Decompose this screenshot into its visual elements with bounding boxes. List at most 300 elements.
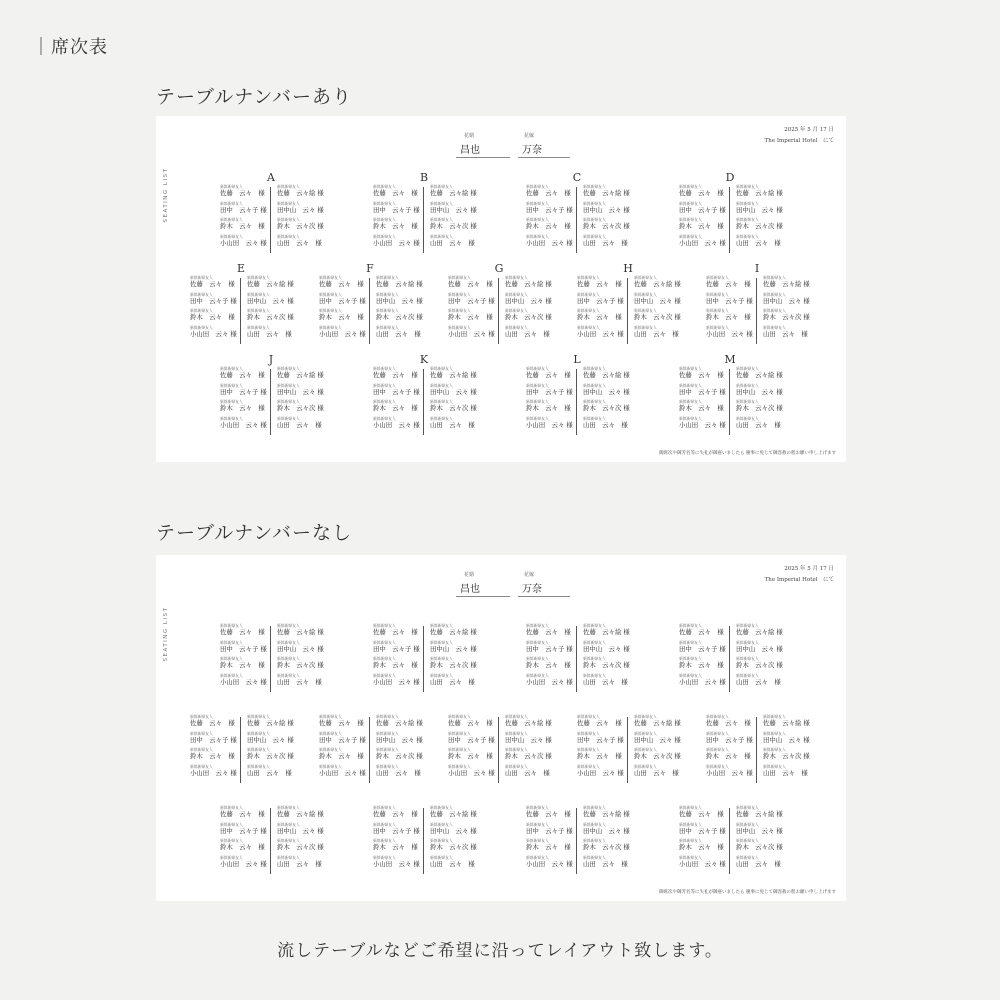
guest-title: 新郎新婦友人	[373, 415, 396, 421]
guest-seat	[319, 275, 373, 292]
guest-seat	[505, 764, 559, 781]
guest-table	[373, 623, 483, 693]
guest-name: 田中山 云々 様	[634, 296, 681, 305]
guest-seat	[190, 292, 244, 309]
guest-title: 新郎新婦友人	[526, 838, 549, 843]
left-seat-column	[220, 366, 274, 432]
guest-name: 山田 云々 様	[583, 238, 628, 247]
guest-title: 新郎新婦友人	[376, 324, 399, 330]
guest-title: 新郎新婦友人	[583, 656, 606, 661]
guest-seat	[679, 217, 733, 234]
guest-seat	[430, 838, 484, 855]
guest-seat	[634, 292, 688, 309]
guest-title: 新郎新婦友人	[763, 308, 786, 313]
bride-role: 花嫁	[524, 572, 535, 578]
guest-name: 山田 云々 様	[763, 329, 808, 338]
guest-seat	[277, 623, 331, 640]
guest-seat	[736, 234, 790, 251]
guest-name: 佐藤 云々 様	[526, 628, 571, 636]
guest-seat	[526, 822, 580, 839]
guest-title: 新郎新婦友人	[277, 672, 300, 678]
guest-seat	[319, 714, 373, 731]
guest-seat	[376, 275, 430, 292]
guest-seat	[277, 673, 331, 690]
guest-title: 新郎新婦友人	[376, 308, 399, 313]
guest-title: 新郎新婦友人	[583, 821, 606, 827]
guest-title: 新郎新婦友人	[430, 821, 453, 827]
guest-title: 新郎新婦友人	[430, 382, 453, 388]
guest-name: 鈴木 云々 様	[577, 752, 622, 760]
guest-name: 小山田 云々 様	[679, 677, 726, 686]
guest-title: 新郎新婦友人	[373, 623, 396, 628]
guest-name: 山田 云々 様	[430, 677, 475, 686]
section-title-without-numbers: テーブルナンバーなし	[156, 522, 353, 544]
guest-seat	[505, 325, 559, 342]
guest-title: 新郎新婦友人	[220, 623, 243, 628]
guest-name: 佐藤 云々絵 様	[763, 280, 810, 288]
guest-title: 新郎新婦友人	[319, 763, 342, 769]
guest-title: 新郎新婦友人	[220, 639, 243, 645]
guest-title: 新郎新婦友人	[430, 233, 453, 239]
guest-name: 佐藤 云々絵 様	[736, 371, 783, 379]
guest-title: 新郎新婦友人	[220, 672, 243, 678]
guest-name: 鈴木 云々次 様	[736, 661, 783, 669]
guest-seat	[736, 855, 790, 872]
guest-name: 佐藤 云々 様	[577, 280, 622, 288]
guest-name: 佐藤 云々 様	[706, 719, 751, 727]
guest-title: 新郎新婦友人	[634, 730, 657, 736]
guest-seat	[505, 308, 559, 325]
guest-seat	[505, 292, 559, 309]
guest-name: 田中山 云々 様	[736, 387, 783, 396]
guest-name: 山田 云々 様	[583, 859, 628, 868]
guest-name: 田中山 云々 様	[583, 644, 630, 653]
guest-seat	[526, 184, 580, 201]
guest-name: 佐藤 云々 様	[220, 810, 265, 818]
guest-table	[679, 171, 789, 254]
guest-name: 鈴木 云々次 様	[583, 661, 630, 669]
guest-name: 佐藤 云々 様	[319, 719, 364, 727]
guest-title: 新郎新婦友人	[220, 366, 243, 371]
guest-title: 新郎新婦友人	[526, 366, 549, 371]
guest-title: 新郎新婦友人	[373, 838, 396, 843]
guest-seat	[526, 383, 580, 400]
left-seat-column	[679, 184, 733, 250]
guest-name: 田中山 云々 様	[277, 644, 324, 653]
guest-name: 小山田 云々 様	[526, 420, 573, 429]
guest-title: 新郎新婦友人	[277, 656, 300, 661]
guest-name: 山田 云々 様	[277, 420, 322, 429]
guest-name: 佐藤 云々 様	[679, 371, 724, 379]
guest-title: 新郎新婦友人	[679, 805, 702, 810]
guest-title: 新郎新婦友人	[220, 200, 243, 206]
guest-name: 田中山 云々 様	[763, 735, 810, 744]
guest-title: 新郎新婦友人	[583, 200, 606, 206]
guest-seat	[373, 656, 427, 673]
guest-name: 鈴木 云々 様	[220, 222, 265, 230]
guest-title: 新郎新婦友人	[736, 382, 759, 388]
guest-title: 新郎新婦友人	[577, 324, 600, 330]
guest-name: 田中 云々子 様	[577, 735, 624, 744]
guest-seat	[448, 275, 502, 292]
guest-seat	[430, 416, 484, 433]
guest-name: 鈴木 云々 様	[526, 661, 571, 669]
guest-title: 新郎新婦友人	[763, 291, 786, 297]
guest-name: 小山田 云々 様	[220, 238, 267, 247]
guest-name: 鈴木 云々次 様	[277, 222, 324, 230]
guest-name: 鈴木 云々次 様	[736, 404, 783, 412]
guest-seat	[583, 184, 637, 201]
guest-name: 佐藤 云々絵 様	[505, 719, 552, 727]
guest-title: 新郎新婦友人	[220, 838, 243, 843]
guest-title: 新郎新婦友人	[679, 639, 702, 645]
guest-seat	[763, 747, 817, 764]
guest-title: 新郎新婦友人	[526, 805, 549, 810]
guest-seat	[679, 201, 733, 218]
guest-table	[706, 262, 816, 345]
guest-seat	[277, 201, 331, 218]
guest-title: 新郎新婦友人	[430, 415, 453, 421]
guest-seat	[679, 855, 733, 872]
left-seat-column	[190, 275, 244, 341]
guest-title: 新郎新婦友人	[679, 821, 702, 827]
guest-title: 新郎新婦友人	[736, 366, 759, 371]
guest-title: 新郎新婦友人	[190, 714, 213, 719]
right-seat-column	[583, 623, 637, 689]
guest-seat	[583, 217, 637, 234]
guest-seat	[583, 623, 637, 640]
guest-name: 鈴木 云々 様	[577, 313, 622, 321]
guest-seat	[190, 747, 244, 764]
guest-title: 新郎新婦友人	[373, 639, 396, 645]
guest-seat	[583, 201, 637, 218]
guest-name: 佐藤 云々絵 様	[634, 719, 681, 727]
right-seat-column	[634, 714, 688, 780]
guest-title: 新郎新婦友人	[448, 308, 471, 313]
guest-table	[190, 714, 300, 784]
guest-title: 新郎新婦友人	[706, 747, 729, 752]
guest-name: 小山田 云々 様	[190, 329, 237, 338]
guest-title: 新郎新婦友人	[220, 415, 243, 421]
guest-name: 佐藤 云々絵 様	[583, 189, 630, 197]
guest-seat	[706, 714, 760, 731]
guest-seat	[373, 805, 427, 822]
guest-name: 鈴木 云々 様	[448, 313, 493, 321]
guest-name: 田中 云々子 様	[190, 296, 237, 305]
guest-seat	[220, 822, 274, 839]
guest-seat	[247, 731, 301, 748]
guest-name: 鈴木 云々 様	[373, 222, 418, 230]
guest-name: 田中 云々子 様	[220, 205, 267, 214]
guest-name: 小山田 云々 様	[448, 329, 495, 338]
guest-title: 新郎新婦友人	[763, 324, 786, 330]
right-seat-column	[376, 714, 430, 780]
guest-name: 佐藤 云々 様	[190, 280, 235, 288]
guest-title: 新郎新婦友人	[736, 838, 759, 843]
guest-name: 佐藤 云々絵 様	[583, 628, 630, 636]
guest-seat	[373, 855, 427, 872]
left-seat-column	[526, 184, 580, 250]
guest-title: 新郎新婦友人	[763, 275, 786, 280]
guest-title: 新郎新婦友人	[430, 854, 453, 860]
guest-title: 新郎新婦友人	[376, 763, 399, 769]
guest-seat	[763, 308, 817, 325]
guest-title: 新郎新婦友人	[430, 184, 453, 189]
guest-name: 田中山 云々 様	[376, 735, 423, 744]
guest-title: 新郎新婦友人	[634, 291, 657, 297]
guest-seat	[430, 623, 484, 640]
guest-title: 新郎新婦友人	[373, 854, 396, 860]
guest-name: 鈴木 云々次 様	[634, 752, 681, 760]
guest-title: 新郎新婦友人	[277, 184, 300, 189]
guest-title: 新郎新婦友人	[736, 656, 759, 661]
guest-seat	[220, 656, 274, 673]
guest-seat	[526, 855, 580, 872]
guest-seat	[583, 838, 637, 855]
guest-name: 山田 云々 様	[505, 768, 550, 777]
guest-seat	[430, 805, 484, 822]
guest-seat	[190, 275, 244, 292]
guest-name: 田中 云々子 様	[373, 644, 420, 653]
guest-name: 田中 云々子 様	[448, 735, 495, 744]
guest-seat	[376, 292, 430, 309]
guest-name: 小山田 云々 様	[526, 677, 573, 686]
table-number: I	[754, 262, 760, 275]
guest-title: 新郎新婦友人	[319, 747, 342, 752]
guest-name: 佐藤 云々 様	[706, 280, 751, 288]
guest-seat	[319, 308, 373, 325]
guest-seat	[736, 201, 790, 218]
guest-name: 佐藤 云々 様	[526, 189, 571, 197]
guest-seat	[247, 325, 301, 342]
guest-title: 新郎新婦友人	[505, 324, 528, 330]
left-seat-column	[679, 366, 733, 432]
guest-name: 鈴木 云々 様	[448, 752, 493, 760]
table-number: C	[572, 171, 582, 184]
guest-seat	[277, 383, 331, 400]
guest-name: 小山田 云々 様	[679, 859, 726, 868]
guest-seat	[247, 714, 301, 731]
table-number: F	[366, 262, 374, 275]
guest-seat	[277, 822, 331, 839]
guest-name: 佐藤 云々 様	[526, 810, 571, 818]
guest-seat	[763, 714, 817, 731]
guest-title: 新郎新婦友人	[373, 656, 396, 661]
guest-title: 新郎新婦友人	[277, 200, 300, 206]
guest-name: 田中 云々子 様	[448, 296, 495, 305]
guest-name: 田中 云々子 様	[373, 205, 420, 214]
guest-title: 新郎新婦友人	[763, 714, 786, 719]
guest-seat	[277, 234, 331, 251]
guest-name: 山田 云々 様	[736, 238, 781, 247]
guest-name: 鈴木 云々 様	[319, 313, 364, 321]
guest-title: 新郎新婦友人	[277, 415, 300, 421]
section-title-with-numbers: テーブルナンバーあり	[156, 86, 353, 108]
guest-name: 佐藤 云々絵 様	[247, 719, 294, 727]
guest-title: 新郎新婦友人	[706, 275, 729, 280]
guest-seat	[220, 184, 274, 201]
guest-name: 佐藤 云々 様	[220, 371, 265, 379]
guest-seat	[679, 184, 733, 201]
guest-name: 鈴木 云々次 様	[277, 661, 324, 669]
guest-title: 新郎新婦友人	[583, 639, 606, 645]
right-seat-column	[634, 275, 688, 341]
guest-title: 新郎新婦友人	[679, 233, 702, 239]
guest-title: 新郎新婦友人	[763, 730, 786, 736]
guest-seat	[634, 764, 688, 781]
guest-seat	[583, 673, 637, 690]
guest-title: 新郎新婦友人	[706, 324, 729, 330]
guest-title: 新郎新婦友人	[577, 308, 600, 313]
guest-title: 新郎新婦友人	[247, 763, 270, 769]
right-seat-column	[277, 366, 331, 432]
guest-title: 新郎新婦友人	[679, 366, 702, 371]
guest-seat	[634, 714, 688, 731]
right-seat-column	[430, 366, 484, 432]
guest-title: 新郎新婦友人	[220, 233, 243, 239]
guest-name: 佐藤 云々絵 様	[277, 628, 324, 636]
guest-title: 新郎新婦友人	[526, 200, 549, 206]
guest-title: 新郎新婦友人	[526, 656, 549, 661]
guest-seat	[448, 731, 502, 748]
guest-table	[190, 262, 300, 345]
left-seat-column	[319, 714, 373, 780]
right-seat-column	[583, 366, 637, 432]
guest-title: 新郎新婦友人	[220, 399, 243, 404]
guest-name: 佐藤 云々 様	[448, 280, 493, 288]
guest-seat	[430, 673, 484, 690]
guest-table	[373, 805, 483, 875]
guest-seat	[736, 416, 790, 433]
bride-block	[518, 571, 570, 597]
guest-seat	[736, 217, 790, 234]
guest-name: 小山田 云々 様	[373, 677, 420, 686]
guest-seat	[277, 838, 331, 855]
guest-table	[319, 714, 429, 784]
guest-name: 鈴木 云々 様	[526, 222, 571, 230]
guest-title: 新郎新婦友人	[373, 366, 396, 371]
guest-title: 新郎新婦友人	[736, 821, 759, 827]
guest-title: 新郎新婦友人	[247, 324, 270, 330]
guest-seat	[679, 805, 733, 822]
table-number: H	[623, 262, 633, 275]
guest-name: 鈴木 云々 様	[190, 313, 235, 321]
guest-seat	[430, 399, 484, 416]
guest-seat	[376, 325, 430, 342]
guest-seat	[706, 308, 760, 325]
guest-seat	[577, 275, 631, 292]
guest-seat	[373, 416, 427, 433]
guest-name: 佐藤 云々絵 様	[430, 189, 477, 197]
guest-name: 鈴木 云々次 様	[736, 843, 783, 851]
guest-name: 鈴木 云々 様	[373, 661, 418, 669]
guest-title: 新郎新婦友人	[247, 714, 270, 719]
left-seat-column	[220, 805, 274, 871]
guest-title: 新郎新婦友人	[277, 366, 300, 371]
guest-name: 佐藤 云々絵 様	[736, 189, 783, 197]
guest-seat	[736, 805, 790, 822]
guest-seat	[373, 201, 427, 218]
guest-name: 小山田 云々 様	[706, 768, 753, 777]
guest-seat	[277, 184, 331, 201]
guest-title: 新郎新婦友人	[448, 763, 471, 769]
guest-seat	[220, 366, 274, 383]
guest-name: 佐藤 云々絵 様	[430, 628, 477, 636]
left-seat-column	[706, 714, 760, 780]
guest-name: 山田 云々 様	[376, 329, 421, 338]
right-seat-column	[736, 623, 790, 689]
guest-name: 佐藤 云々 様	[448, 719, 493, 727]
guest-seat	[706, 292, 760, 309]
guest-seat	[277, 855, 331, 872]
guest-seat	[736, 399, 790, 416]
guest-name: 佐藤 云々絵 様	[277, 371, 324, 379]
guest-title: 新郎新婦友人	[376, 275, 399, 280]
guest-seat	[277, 217, 331, 234]
guest-name: 鈴木 云々次 様	[505, 313, 552, 321]
guest-table	[373, 353, 483, 436]
guest-title: 新郎新婦友人	[190, 291, 213, 297]
right-seat-column	[277, 184, 331, 250]
guest-name: 田中 云々子 様	[706, 296, 753, 305]
guest-name: 山田 云々 様	[583, 420, 628, 429]
guest-title: 新郎新婦友人	[505, 763, 528, 769]
guest-name: 小山田 云々 様	[220, 420, 267, 429]
guest-name: 佐藤 云々 様	[679, 810, 724, 818]
seating-chart-without-numbers	[156, 555, 846, 901]
guest-seat	[220, 855, 274, 872]
guest-seat	[679, 416, 733, 433]
date-venue	[765, 125, 834, 147]
guest-name: 田中 云々子 様	[679, 826, 726, 835]
guest-title: 新郎新婦友人	[247, 730, 270, 736]
guest-name: 佐藤 云々 様	[373, 628, 418, 636]
guest-title: 新郎新婦友人	[634, 714, 657, 719]
guest-seat	[583, 855, 637, 872]
guest-title: 新郎新婦友人	[277, 838, 300, 843]
guest-title: 新郎新婦友人	[526, 233, 549, 239]
guest-name: 山田 云々 様	[247, 329, 292, 338]
guest-table	[373, 171, 483, 254]
left-seat-column	[373, 623, 427, 689]
guest-title: 新郎新婦友人	[430, 838, 453, 843]
guest-table	[220, 805, 330, 875]
guest-name: 小山田 云々 様	[706, 329, 753, 338]
guest-seat	[277, 805, 331, 822]
guest-seat	[220, 234, 274, 251]
guest-name: 鈴木 云々次 様	[763, 313, 810, 321]
guest-name: 田中 云々子 様	[373, 826, 420, 835]
guest-title: 新郎新婦友人	[577, 747, 600, 752]
guest-title: 新郎新婦友人	[583, 623, 606, 628]
guest-seat	[679, 838, 733, 855]
guest-title: 新郎新婦友人	[526, 623, 549, 628]
guest-title: 新郎新婦友人	[505, 714, 528, 719]
guest-title: 新郎新婦友人	[376, 714, 399, 719]
guest-name: 鈴木 云々次 様	[763, 752, 810, 760]
guest-name: 鈴木 云々次 様	[505, 752, 552, 760]
guest-name: 小山田 云々 様	[679, 420, 726, 429]
guest-title: 新郎新婦友人	[430, 805, 453, 810]
guest-title: 新郎新婦友人	[706, 763, 729, 769]
left-seat-column	[706, 275, 760, 341]
guest-seat	[763, 325, 817, 342]
guest-seat	[277, 366, 331, 383]
groom-name: 昌也	[456, 141, 510, 158]
right-seat-column	[736, 184, 790, 250]
guest-seat	[247, 747, 301, 764]
guest-seat	[448, 714, 502, 731]
